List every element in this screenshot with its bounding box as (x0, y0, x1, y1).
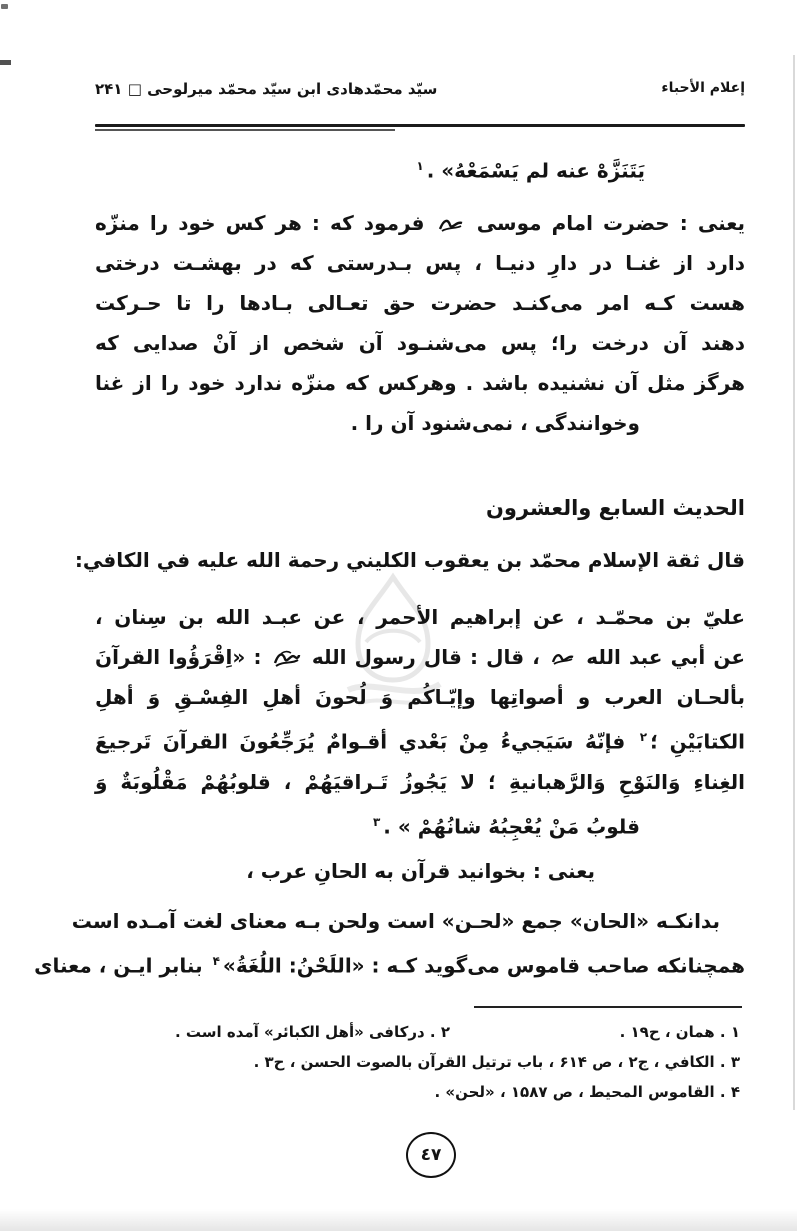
footnote-separator-rule (474, 1006, 742, 1008)
line-text: بنابر ايـن ، معناى (34, 953, 203, 978)
footnote-marker-4: ۴ (212, 954, 220, 968)
paragraph-line (95, 637, 745, 677)
hadith-section-heading: الحديث السابع والعشرون (485, 496, 745, 520)
paragraph-line (95, 203, 745, 243)
paragraph-line: عليّ بن محمّـد ، عن إبراهيم الأحمر ، عن عبـد الله بن سِنان ، (95, 605, 745, 629)
arabic-hadith-paragraph (95, 597, 745, 846)
header-rule (95, 124, 745, 127)
line-text: الكتابَيْنِ ؛ (650, 729, 745, 754)
line-text: فإنّهُ سَيَجيءُ مِنْ بَعْدي أقـوامٌ يُرَجِّعُونَ القرآنَ تَرجيعَ (95, 729, 626, 754)
paragraph-line: بألحـان العرب و أصواتِها وإيّـاكُم وَ لُحونَ أهلِ الفِسْـقِ وَ أهلِ (95, 685, 745, 709)
scan-smudge (0, 60, 11, 65)
line-text: يعنى : حضرت امام موسى (476, 211, 746, 235)
line-text: قلوبُ مَنْ يُعْجِبُهُ شانُهُمْ » . (383, 814, 640, 839)
quote-tail-line (95, 146, 745, 191)
line-text: ، قال : قال رسول الله (311, 645, 540, 669)
scan-smudge (1, 4, 8, 9)
explanation-paragraph (34, 901, 745, 986)
page-number: ٤٧ (420, 1145, 442, 1165)
header-rule-shadow (95, 129, 395, 131)
footnote-marker-2: ۲ (639, 730, 648, 744)
isnad-intro-line: قال ثقة الإسلام محمّد بن يعقوب الكليني رحمة الله عليه في الكافي: (74, 548, 745, 572)
paragraph-line: الغِناءِ وَالنَوْحِ وَالرَّهبانيةِ ؛ لا يَجُوزُ تَـراقيَهُمْ ، قلوبُهُمْ مَقْلُوبَةٌ وَ (95, 769, 745, 794)
scan-bottom-shadow (0, 1209, 797, 1231)
paragraph-line: دارد از غنـا در دارِ دنيـا ، پس بـدرستى كه در بهشـت درختى (95, 251, 745, 275)
quote-tail-text: يَتَنَزَّهْ عنه لم يَسْمَعْهُ» . (426, 158, 645, 183)
persian-translation-paragraph (95, 203, 745, 443)
paragraph-line: بدانكـه «الحان» جمع «لحـن» است ولحن بـه معناى لغت آمـده است (71, 909, 720, 933)
paragraph-line (34, 941, 745, 986)
footnote-4: ۴ . القاموس المحيط ، ص ۱۵۸۷ ، «لحن» . (434, 1083, 740, 1101)
scan-edge-line (793, 55, 795, 1110)
paragraph-line (95, 717, 745, 762)
paragraph-line: هست كـه امر مى‌كنـد حضرت حق تعـالى بـادها را تا حـركت (95, 291, 745, 315)
footnote-marker-1: ۱ (416, 159, 424, 173)
alayhis-salam-icon (551, 651, 575, 666)
footnote-marker-3: ۳ (372, 814, 381, 829)
sallallahu-alayhi-icon (273, 650, 301, 668)
translation-lead-line: يعنى : بخوانيد قرآن به الحانِ عرب ، (246, 859, 595, 883)
paragraph-line: دهند آن درخت را؛ پس مى‌شنـود آن شخص از آنْ صدايى كه (95, 331, 745, 355)
header-book-title: إعلام الأحباء (661, 80, 745, 96)
line-text: عن أبي عبد الله (586, 645, 746, 669)
page-number-circle (406, 1132, 456, 1178)
paragraph-last-line (95, 802, 745, 847)
footnote-3: ٣ . الكافي ، ج٢ ، ص ۶۱۴ ، باب ترتيل القرآن بالصوت الحسن ، ح٣ . (253, 1053, 740, 1071)
alayhis-salam-icon (438, 217, 464, 233)
line-text: همچنانكه صاحب قاموس مى‌گويد كـه : «اللَحْنُ: اللُغَةُ» (222, 953, 745, 978)
line-text: فرمود كه : هر كس خود را منزّه (95, 211, 425, 235)
paragraph-last-line: وخوانندگى ، نمى‌شنود آن را . (350, 411, 640, 435)
header-author-and-page: سيّد محمّدهادى ابن سيّد محمّد ميرلوحى □ ۲۴۱ (95, 80, 438, 98)
line-text: : «اِقْرَؤُوا القرآنَ (95, 645, 262, 669)
paragraph-line: هرگز مثل آن نشنيده باشد . وهركس كه منزّه ندارد خود را از غنا (95, 371, 745, 395)
footnote-1: ١ . همان ، ح١٩ . (619, 1023, 740, 1041)
footnote-2: ٢ . دركافى «أهل الكبائر» آمده است . (174, 1023, 450, 1041)
